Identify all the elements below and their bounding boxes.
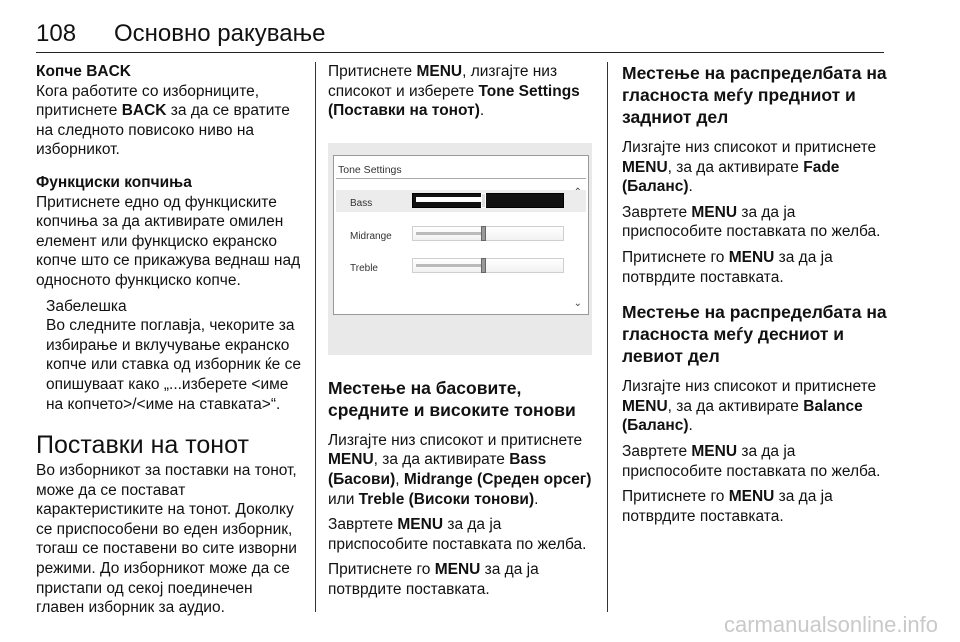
slider-treble[interactable] <box>412 258 564 273</box>
slider-handle[interactable] <box>481 193 486 208</box>
column-divider <box>315 62 316 612</box>
column-right <box>622 62 892 526</box>
column-left <box>36 62 304 618</box>
function-keys-heading: Функциски копчиња <box>36 173 192 191</box>
fade-step-2: Завртете MENU за да ја приспособите поставката по желба. <box>622 203 881 241</box>
back-button-heading: Копче BACK <box>36 63 131 80</box>
note-text: Во следните поглавја, чекорите за избирање и вклучување екранско копче или ставка од изборник ќе се опишуваат како „...изберете <име на копчето>/<име на ставката>“. <box>46 317 301 413</box>
bass-mid-treble-step-3: Притиснете го MENU за да ја потврдите поставката. <box>328 561 539 598</box>
slider-fill <box>416 197 482 202</box>
slider-fill <box>416 264 482 267</box>
page-number: 108 <box>36 20 77 47</box>
section-title-tone-settings: Поставки на тонот <box>36 431 249 460</box>
slider-label-bass: Bass <box>350 197 373 209</box>
tone-settings-intro: Притиснете MENU, лизгајте низ списокот и изберете Tone Settings (Поставки на тонот). <box>328 63 580 120</box>
slider-handle[interactable] <box>481 258 486 273</box>
heading-balance: Местење на распределбата на гласноста меѓу десниот и левиот дел <box>622 302 887 367</box>
screen-title: Tone Settings <box>338 163 402 176</box>
heading-fade: Местење на распределбата на гласноста меѓу предниот и задниот дел <box>622 63 887 127</box>
fade-step-1: Лизгајте низ списокот и притиснете MENU, за да активирате Fade (Баланс). <box>622 139 877 196</box>
screen-title-divider <box>336 178 586 179</box>
slider-label-treble: Treble <box>350 262 378 274</box>
function-keys-paragraph: Притиснете едно од функциските копчиња за да активирате омилен елемент или функциско екранско копче што се прикажува веднаш над односното функциско копче. <box>36 193 301 289</box>
balance-step-2: Завртете MENU за да ја приспособите поставката по желба. <box>622 442 881 480</box>
slider-label-midrange: Midrange <box>350 230 392 242</box>
page-title: Основно ракување <box>114 20 326 47</box>
note-label: Забелешка <box>46 297 127 315</box>
balance-step-1: Лизгајте низ списокот и притиснете MENU, за да активирате Balance (Баланс). <box>622 378 877 435</box>
scroll-down-icon[interactable]: ⌄ <box>573 297 582 309</box>
tone-settings-paragraph: Во изборникот за поставки на тонот, може да се поставaт карактеристиките на тонот. Доколку се приспособени во еден изборник, тогаш се поставени во сите изворни режими. До изборникот може да се пристапи од секој поединечен главен изборник за аудио. <box>36 462 297 617</box>
note-block <box>36 297 304 415</box>
slider-midrange[interactable] <box>412 226 564 241</box>
heading-bass-mid-treble: Местење на басовите, средните и високите тонови <box>328 377 576 420</box>
tone-settings-screen <box>333 155 589 315</box>
bass-mid-treble-step-2: Завртете MENU за да ја приспособите поставката по желба. <box>328 516 587 553</box>
slider-bass[interactable] <box>412 193 564 208</box>
column-middle <box>328 62 594 600</box>
page-header <box>36 14 884 53</box>
fade-step-3: Притиснете го MENU за да ја потврдите поставката. <box>622 248 833 286</box>
column-divider <box>607 62 608 612</box>
slider-fill <box>416 232 482 235</box>
back-button-paragraph: Кога работите со изборниците, притиснете BACK за да се вратите на следното повисоко ниво на изборникот. <box>36 82 290 159</box>
balance-step-3: Притиснете го MENU за да ја потврдите поставката. <box>622 488 833 525</box>
slider-handle[interactable] <box>481 226 486 241</box>
watermark: carmanualsonline.info <box>723 612 938 637</box>
bass-mid-treble-step-1: Лизгајте низ списокот и притиснете MENU, за да активирате Bass (Басови), Midrange (Среден орсег) или Treble (Високи тонови). <box>328 431 592 508</box>
tone-settings-figure <box>328 143 592 355</box>
